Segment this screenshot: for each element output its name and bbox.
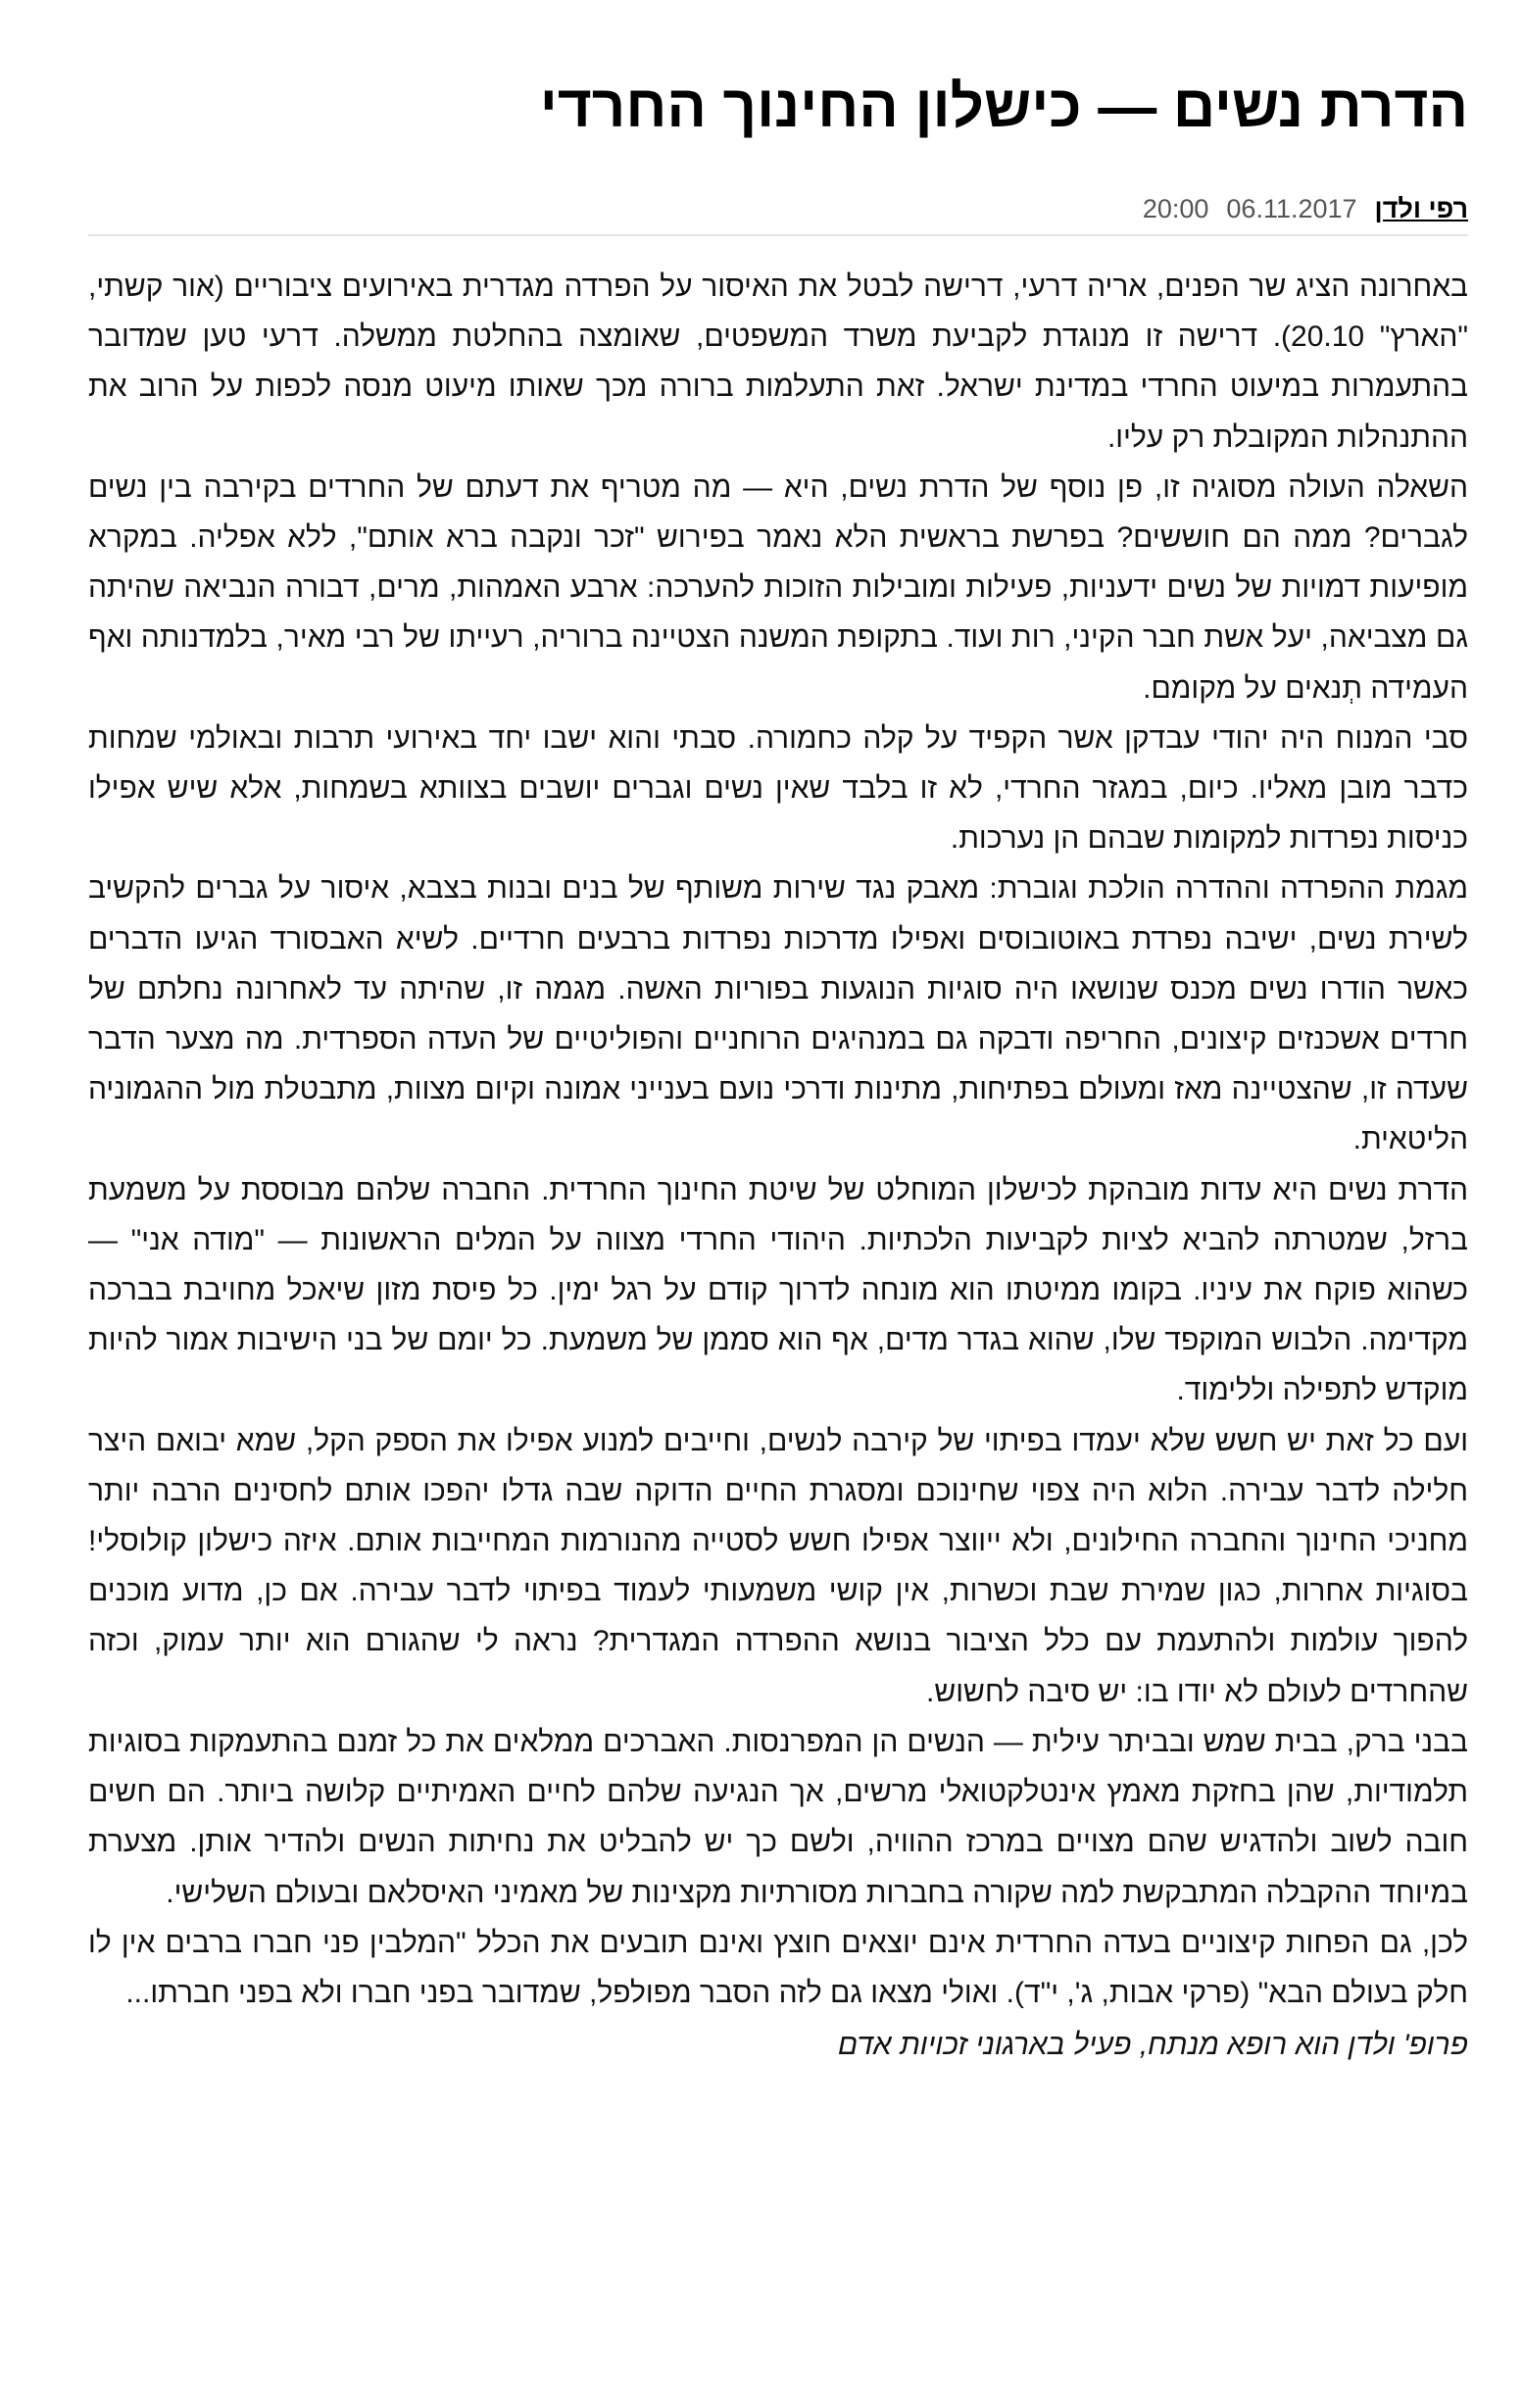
article-title: הדרת נשים — כישלון החינוך החרדי: [539, 74, 1468, 139]
article-paragraph: בבני ברק, בבית שמש ובביתר עילית — הנשים הן המפרנסות. האברכים ממלאים את כל זמנם בהתעמקות בסוגיות תלמודיות, שהן בחזקת מאמץ אינטלקטואלי מרשים, אך הנגיעה שלהם לחיים האמיתיים קלושה ביותר. הם חשים חובה לשוב ולהדגיש שהם מצויים במרכז ההוויה, ולשם כך יש להבליט את נחיתות הנשים ולהדיר אותן. מצערת במיוחד ההקבלה המתבקשת למה שקורה בחברות מסורתיות מקצינות של מאמיני האיסלאם ובעולם השלישי.: [88, 1725, 1468, 1909]
publish-date: 06.11.2017: [1226, 194, 1357, 223]
article-paragraph: לכן, גם הפחות קיצוניים בעדה החרדית אינם יוצאים חוצץ ואינם תובעים את הכלל "המלבין פני חברו ברבים אין לו חלק בעולם הבא" (פרקי אבות, ג', י"ד). ואולי מצאו גם לזה הסבר מפולפל, שמדובר בפני חברו ולא בפני חברתו...: [88, 1926, 1468, 2009]
byline: [88, 194, 1468, 236]
article-paragraph: סבי המנוח היה יהודי עבדקן אשר הקפיד על קלה כחמורה. סבתי והוא ישבו יחד באירועי תרבות ובאולמי שמחות כדבר מובן מאליו. כיום, במגזר החרדי, לא זו בלבד שאין נשים וגברים יושבים בצוותא בשמחות, אלא שיש אפילו כניסות נפרדות למקומות שבהם הן נערכות.: [88, 721, 1468, 856]
article-paragraph: מגמת ההפרדה וההדרה הולכת וגוברת: מאבק נגד שירות משותף של בנים ובנות בצבא, איסור על גברים להקשיב לשירת נשים, ישיבה נפרדת באוטובוסים ואפילו מדרכות נפרדות ברבעים חרדיים. לשיא האבסורד הגיעו הדברים כאשר הודרו נשים מכנס שנושאו היה סוגיות הנוגעות בפוריות האשה. מגמה זו, שהיתה עד לאחרונה נחלתם של חרדים אשכנזים קיצונים, החריפה ודבקה גם במנהיגים הרוחניים והפוליטיים של העדה הספרדית. מה מצער הדבר שעדה זו, שהצטיינה מאז ומעולם בפתיחות, מתינות ודרכי נועם בענייני אמונה וקיום מצוות, מתבטלת מול ההגמוניה הליטאית.: [88, 872, 1468, 1156]
article-body: [88, 262, 1468, 2070]
publish-time: 20:00: [1142, 194, 1209, 223]
article-paragraph: באחרונה הציג שר הפנים, אריה דרעי, דרישה לבטל את האיסור על הפרדה מגדרית באירועים ציבוריים (אור קשתי, "הארץ" 20.10). דרישה זו מנוגדת לקביעת משרד המשפטים, שאומצה בהחלטת ממשלה. דרעי טען שמדובר בהתעמרות במיעוט החרדי במדינת ישראל. זאת התעלמות ברורה מכך שאותו מיעוט מנסה לכפות על הרוב את ההתנהלות המקובלת רק עליו.: [88, 270, 1468, 454]
author-signoff: פרופ' ולדן הוא רופא מנתח, פעיל בארגוני זכויות אדם: [837, 2029, 1468, 2062]
article-paragraph: ועם כל זאת יש חשש שלא יעמדו בפיתוי של קירבה לנשים, וחייבים למנוע אפילו את הספק הקל, שמא יבואם היצר חלילה לדבר עבירה. הלוא היה צפוי שחינוכם ומסגרת החיים הדוקה שבה גדלו יהפכו אותם לחסינים הרבה יותר מחניכי החינוך והחברה החילונים, ולא ייווצר אפילו חשש לסטייה מהנורמות המחייבות אותם. איזה כישלון קולוסלי! בסוגיות אחרות, כגון שמירת שבת וכשרות, אין קושי משמעותי לעמוד בפיתוי לדבר עבירה. אם כן, מדוע מוכנים להפוך עולמות ולהתעמת עם כלל הציבור בנושא ההפרדה המגדרית? נראה לי שהגורם הוא יותר עמוק, וכזה שהחרדים לעולם לא יודו בו: יש סיבה לחשוש.: [88, 1424, 1468, 1708]
article-paragraph: הדרת נשים היא עדות מובהקת לכישלון המוחלט של שיטת החינוך החרדית. החברה שלהם מבוססת על משמעת ברזל, שמטרתה להביא לציות לקביעות הלכתיות. היהודי החרדי מצווה על המלים הראשונות — "מודה אני" — כשהוא פוקח את עיניו. בקומו ממיטתו הוא מונחה לדרוך קודם על רגל ימין. כל פיסת מזון שיאכל מחויבת בברכה מקדימה. הלבוש המוקפד שלו, שהוא בגדר מדים, אף הוא סממן של משמעת. כל יומם של בני הישיבות אמור להיות מוקדש לתפילה וללימוד.: [88, 1173, 1468, 1407]
author-link[interactable]: רפי ולדן: [1374, 194, 1468, 223]
article-paragraph: השאלה העולה מסוגיה זו, פן נוסף של הדרת נשים, היא — מה מטריף את דעתם של החרדים בקירבה בין נשים לגברים? ממה הם חוששים? בפרשת בראשית הלא נאמר בפירוש "זכר ונקבה ברא אותם", ללא אפליה. במקרא מופיעות דמויות של נשים ידעניות, פעילות ומובילות הזוכות להערכה: ארבע האמהות, מרים, דבורה הנביאה שהיתה גם מצביאה, יעל אשת חבר הקיני, רות ועוד. בתקופת המשנה הצטיינה ברוריה, רעייתו של רבי מאיר, בלמדנותה ואף העמידה תְנאים על מקומם.: [88, 470, 1468, 705]
